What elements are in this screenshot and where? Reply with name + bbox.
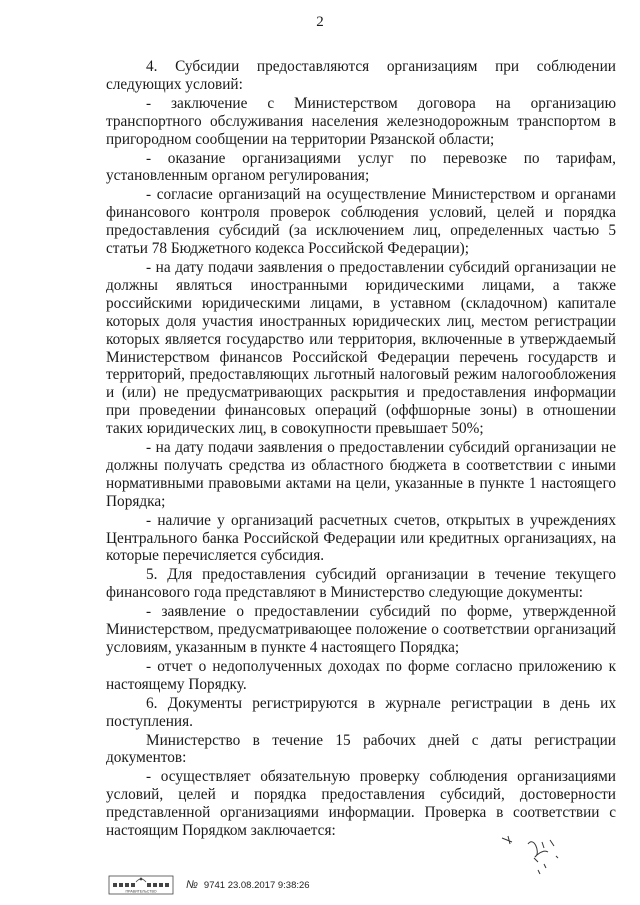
registration-stamp <box>186 879 310 891</box>
paragraph-condition-foreign-entities: - на дату подачи заявления о предоставлении субсидий организации не должны являться иностранными юридическими лицами, а также российскими юридическими лицами, в уставном (складочном) капитале которых доля участия иностранных юридических лиц, местом регистрации которых является государство или территория, включенные в утверждаемый Министерством финансов Российской Федерации перечень государств и территорий, предоставляющих льготный налоговый режим налогообложения и (или) не предусматривающих раскрытия и предоставления информации при проведении финансовых операций (оффшорные зоны) в отношении таких юридических лиц, в совокупности превышает 50%; <box>106 258 616 438</box>
government-seal-icon <box>108 874 174 896</box>
paragraph-condition-audit-consent: - согласие организаций на осуществление Министерством и органами финансового контроля проверок соблюдения условий, целей и порядка предоставления субсидий (за исключением лиц, определенных частью 5 статьи 78 Бюджетного кодекса Российской Федерации); <box>106 186 616 258</box>
seal-caption: ПРАВИТЕЛЬСТВО <box>125 889 157 894</box>
document-body <box>106 58 616 841</box>
paragraph-document-application: - заявление о предоставлении субсидий по форме, утвержденной Министерством, предусматривающее положение о соответствии организаций условиям, указанным в пункте 4 настоящего Порядка; <box>106 603 616 656</box>
paragraph-condition-no-other-funding: - на дату подачи заявления о предоставлении субсидий организации не должны получать средства из областного бюджета в соответствии с иными нормативными правовыми актами на цели, указанные в пункте 1 настоящего Порядка; <box>106 439 616 510</box>
page-number: 2 <box>316 14 324 30</box>
paragraph-condition-tariffs: - оказание организациями услуг по перевозке по тарифам, установленным органом регулирования; <box>106 149 616 185</box>
paragraph-document-report: - отчет о недополученных доходах по форме согласно приложению к настоящему Порядку. <box>106 657 616 693</box>
paragraph-ministry-check: - осуществляет обязательную проверку соблюдения организациями условий, целей и порядка предоставления субсидий, достоверности представленной организациями информации. Проверка в соответствии с настоящим Порядком заключается: <box>106 768 616 840</box>
document-footer <box>108 874 310 896</box>
paragraph-condition-contract: - заключение с Министерством договора на организацию транспортного обслуживания населения железнодорожным транспортом в пригородном сообщении на территории Рязанской области; <box>106 94 616 148</box>
registration-number-date: 9741 23.08.2017 9:38:26 <box>203 880 310 891</box>
paragraph-condition-bank-accounts: - наличие у организаций расчетных счетов, открытых в учреждениях Центрального банка Российской Федерации или кредитных организациях, на которые перечисляется субсидия. <box>106 511 616 565</box>
handwritten-signature <box>498 822 568 877</box>
paragraph-registration: 6. Документы регистрируются в журнале регистрации в день их поступления. <box>106 694 616 730</box>
registration-number-symbol: № <box>186 879 198 891</box>
paragraph-ministry-term: Министерство в течение 15 рабочих дней с даты регистрации документов: <box>106 731 616 767</box>
paragraph-documents-required: 5. Для предоставления субсидий организации в течение текущего финансового года представляют в Министерство следующие документы: <box>106 566 616 602</box>
paragraph-subsidy-conditions: 4. Субсидии предоставляются организациям при соблюдении следующих условий: <box>106 58 616 93</box>
